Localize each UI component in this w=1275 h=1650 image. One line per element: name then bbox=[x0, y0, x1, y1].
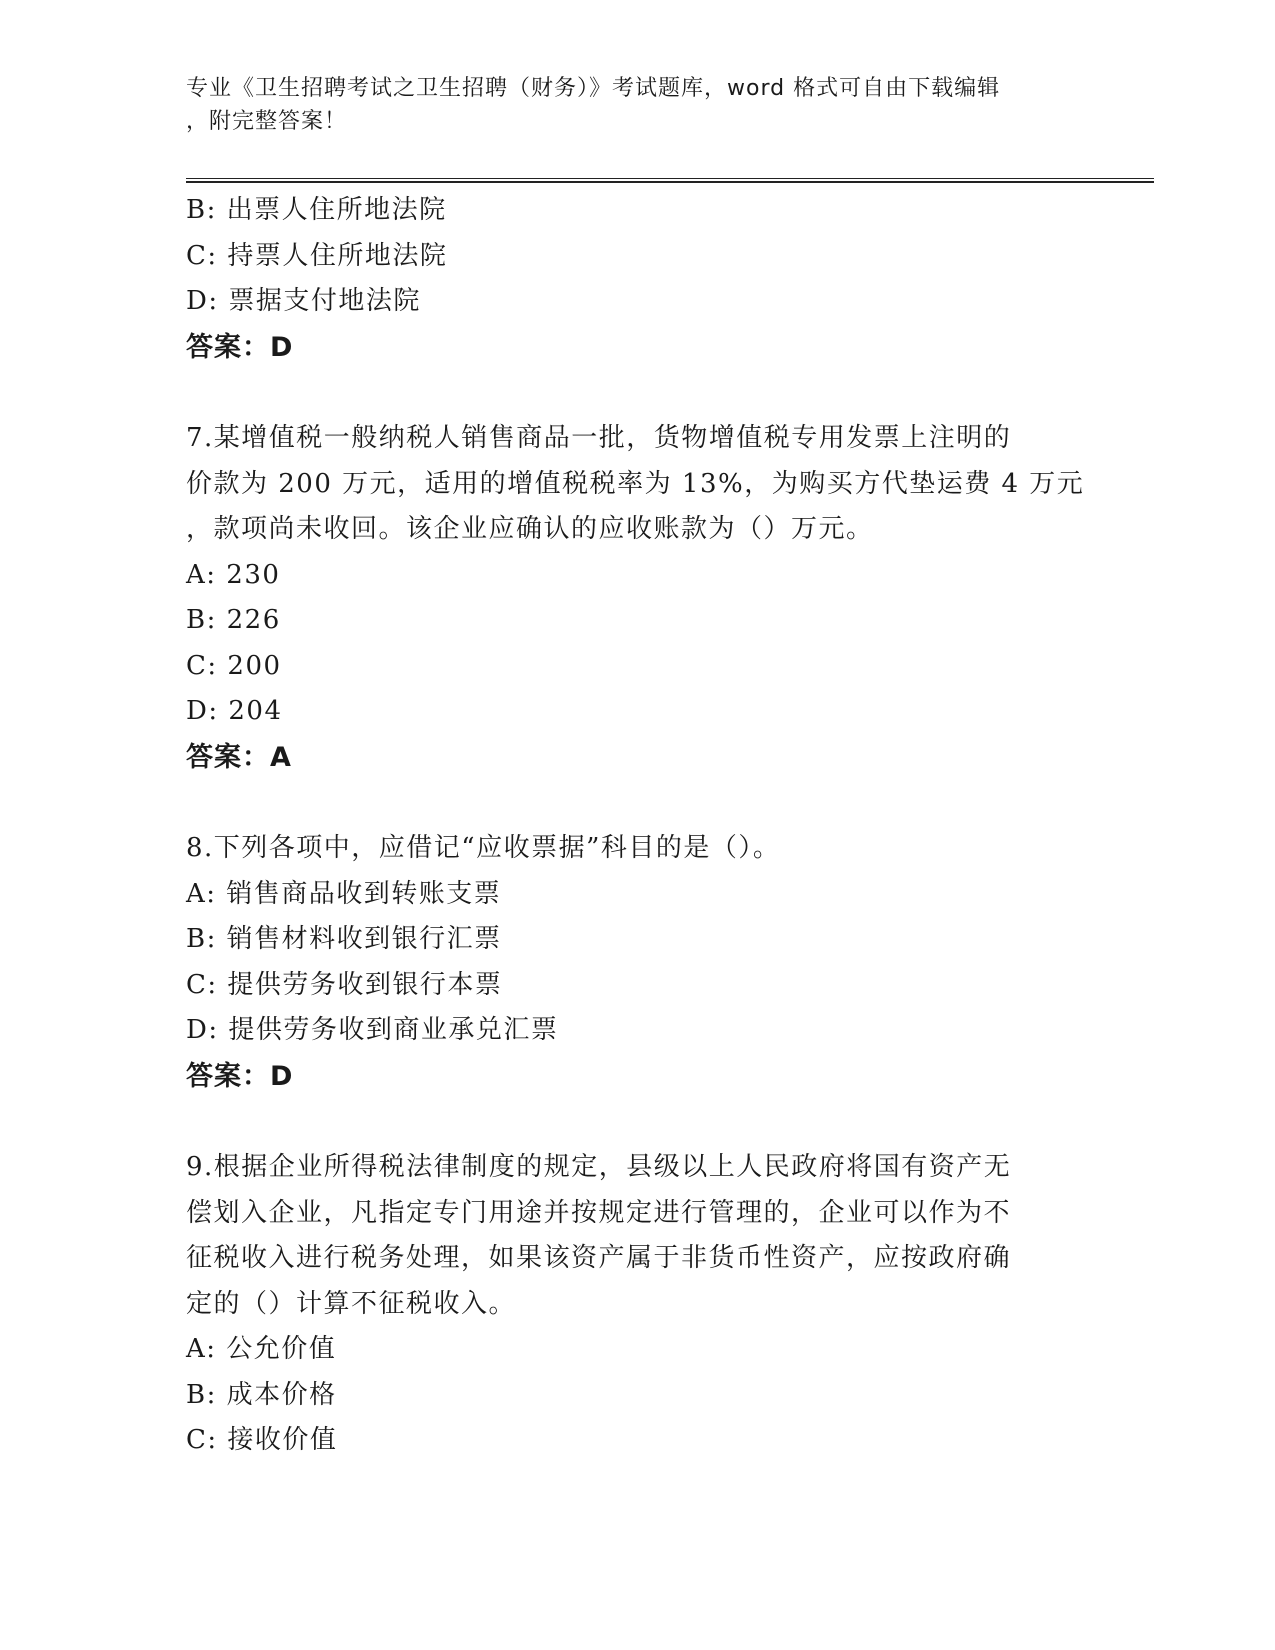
option-c: C: 200 bbox=[186, 650, 282, 681]
header-divider bbox=[186, 178, 1154, 183]
document-header bbox=[186, 72, 1086, 138]
option-d: D: 提供劳务收到商业承兑汇票 bbox=[186, 1015, 559, 1045]
answer-line: 答案：D bbox=[186, 1060, 294, 1092]
question-text-line: 价款为 200 万元，适用的增值税税率为 13%，为购买方代垫运费 4 万元 bbox=[186, 468, 1085, 499]
option-a: A: 销售商品收到转账支票 bbox=[186, 878, 502, 909]
question-content bbox=[186, 188, 1086, 1464]
question-text-line: 征税收入进行税务处理，如果该资产属于非货币性资产，应按政府确 bbox=[186, 1243, 1012, 1273]
answer-line: 答案：D bbox=[186, 331, 294, 363]
question-text-line: 8.下列各项中，应借记“应收票据”科目的是（）。 bbox=[186, 833, 781, 863]
header-line-1: 专业《卫生招聘考试之卫生招聘（财务）》考试题库，word 格式可自由下载编辑 bbox=[186, 76, 1001, 101]
option-c: C: 接收价值 bbox=[186, 1425, 338, 1455]
question-text-line: 9.根据企业所得税法律制度的规定，县级以上人民政府将国有资产无 bbox=[186, 1152, 1012, 1182]
question-text-line: 定的（）计算不征税收入。 bbox=[186, 1288, 517, 1319]
option-b: B: 出票人住所地法院 bbox=[186, 195, 447, 225]
option-b: B: 226 bbox=[186, 605, 281, 635]
option-b: B: 销售材料收到银行汇票 bbox=[186, 924, 502, 954]
option-a: A: 230 bbox=[186, 559, 281, 590]
option-d: D: 204 bbox=[186, 696, 283, 726]
option-c: C: 持票人住所地法院 bbox=[186, 240, 448, 271]
question-block-7 bbox=[186, 416, 1086, 780]
option-a: A: 公允价值 bbox=[186, 1334, 337, 1364]
header-line-2: ，附完整答案！ bbox=[186, 109, 348, 134]
question-text-line: ，款项尚未收回。该企业应确认的应收账款为（）万元。 bbox=[186, 514, 874, 544]
option-c: C: 提供劳务收到银行本票 bbox=[186, 969, 503, 1000]
question-block-9 bbox=[186, 1145, 1086, 1464]
answer-line: 答案：A bbox=[186, 741, 292, 773]
option-b: B: 成本价格 bbox=[186, 1379, 337, 1410]
question-text-line: 偿划入企业，凡指定专门用途并按规定进行管理的，企业可以作为不 bbox=[186, 1197, 1012, 1228]
question-block-8 bbox=[186, 826, 1086, 1099]
option-d: D: 票据支付地法院 bbox=[186, 286, 421, 316]
question-text-line: 7.某增值税一般纳税人销售商品一批，货物增值税专用发票上注明的 bbox=[186, 423, 1012, 453]
question-block-6 bbox=[186, 188, 1086, 370]
